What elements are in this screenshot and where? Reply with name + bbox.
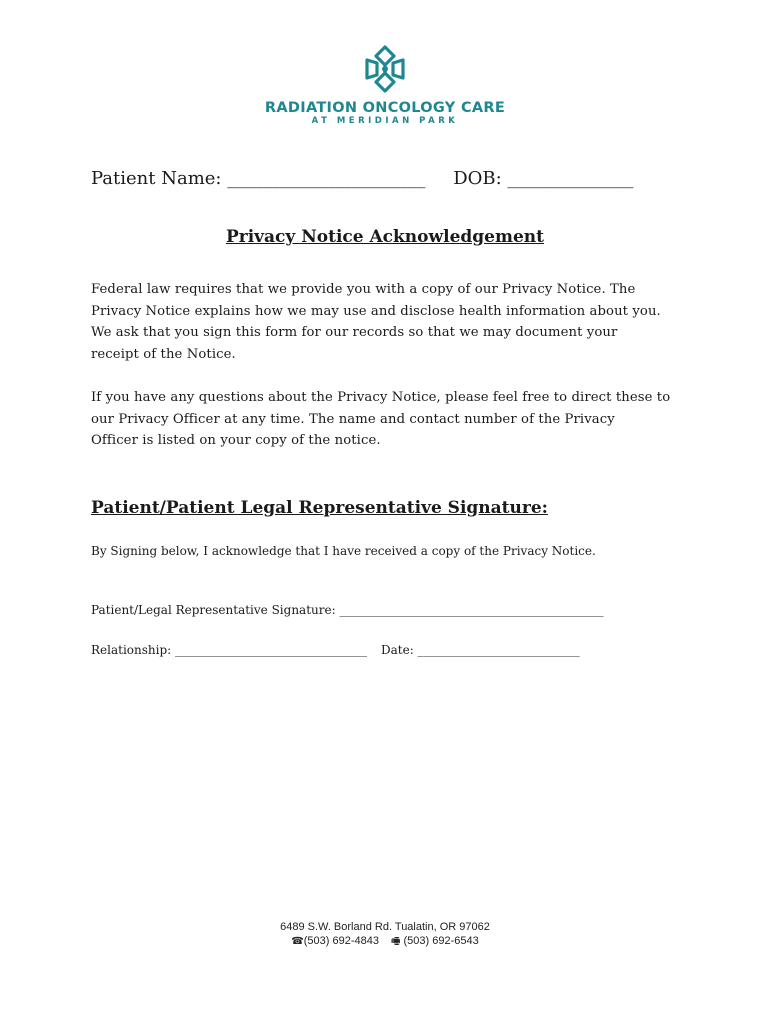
paragraph-line: Privacy Notice explains how we may use and disclose health information about you. xyxy=(91,303,661,319)
footer-phone: (503) 692-4843 xyxy=(303,935,379,947)
footer-contact xyxy=(0,934,770,949)
notice-paragraph-2 xyxy=(91,387,691,452)
signature-field[interactable]: Patient/Legal Representative Signature: ____________________________________________ xyxy=(91,603,604,617)
paragraph-line: We ask that you sign this form for our records so that we may document your xyxy=(91,325,618,340)
teal-flower-logo-icon xyxy=(363,44,407,94)
footer-address: 6489 S.W. Borland Rd. Tualatin, OR 97062 xyxy=(280,921,490,933)
paragraph-line: If you have any questions about the Privacy Notice, please feel free to direct these to xyxy=(91,390,671,405)
paragraph-line: receipt of the Notice. xyxy=(91,346,236,362)
page-title: Privacy Notice Acknowledgement xyxy=(225,227,545,247)
relationship-date-line xyxy=(91,640,691,660)
footer-fax: (503) 692-6543 xyxy=(403,935,479,947)
logo xyxy=(0,44,770,127)
organization-name: RADIATION ONCOLOGY CARE xyxy=(264,100,506,116)
patient-info-line xyxy=(91,166,691,192)
organization-subtitle: AT MERIDIAN PARK xyxy=(311,116,459,126)
paragraph-line: Federal law requires that we provide you with a copy of our Privacy Notice. The xyxy=(91,282,636,297)
dob-field[interactable]: DOB: ______________ xyxy=(453,168,634,189)
patient-name-field[interactable]: Patient Name: ______________________ xyxy=(91,168,426,189)
acknowledgement-text: By Signing below, I acknowledge that I have received a copy of the Privacy Notice. xyxy=(91,544,596,558)
paragraph-line: Officer is listed on your copy of the notice. xyxy=(91,433,381,448)
footer xyxy=(0,920,770,949)
signature-heading: Patient/Patient Legal Representative Signature: xyxy=(91,498,548,518)
notice-paragraph-1 xyxy=(91,279,691,365)
date-field[interactable]: Date: ___________________________ xyxy=(381,643,580,657)
paragraph-line: our Privacy Officer at any time. The name and contact number of the Privacy xyxy=(91,411,615,427)
fax-icon: 🖷 xyxy=(390,936,401,947)
relationship-field[interactable]: Relationship: ________________________________ xyxy=(91,643,368,657)
phone-icon: ☎ xyxy=(291,936,304,947)
